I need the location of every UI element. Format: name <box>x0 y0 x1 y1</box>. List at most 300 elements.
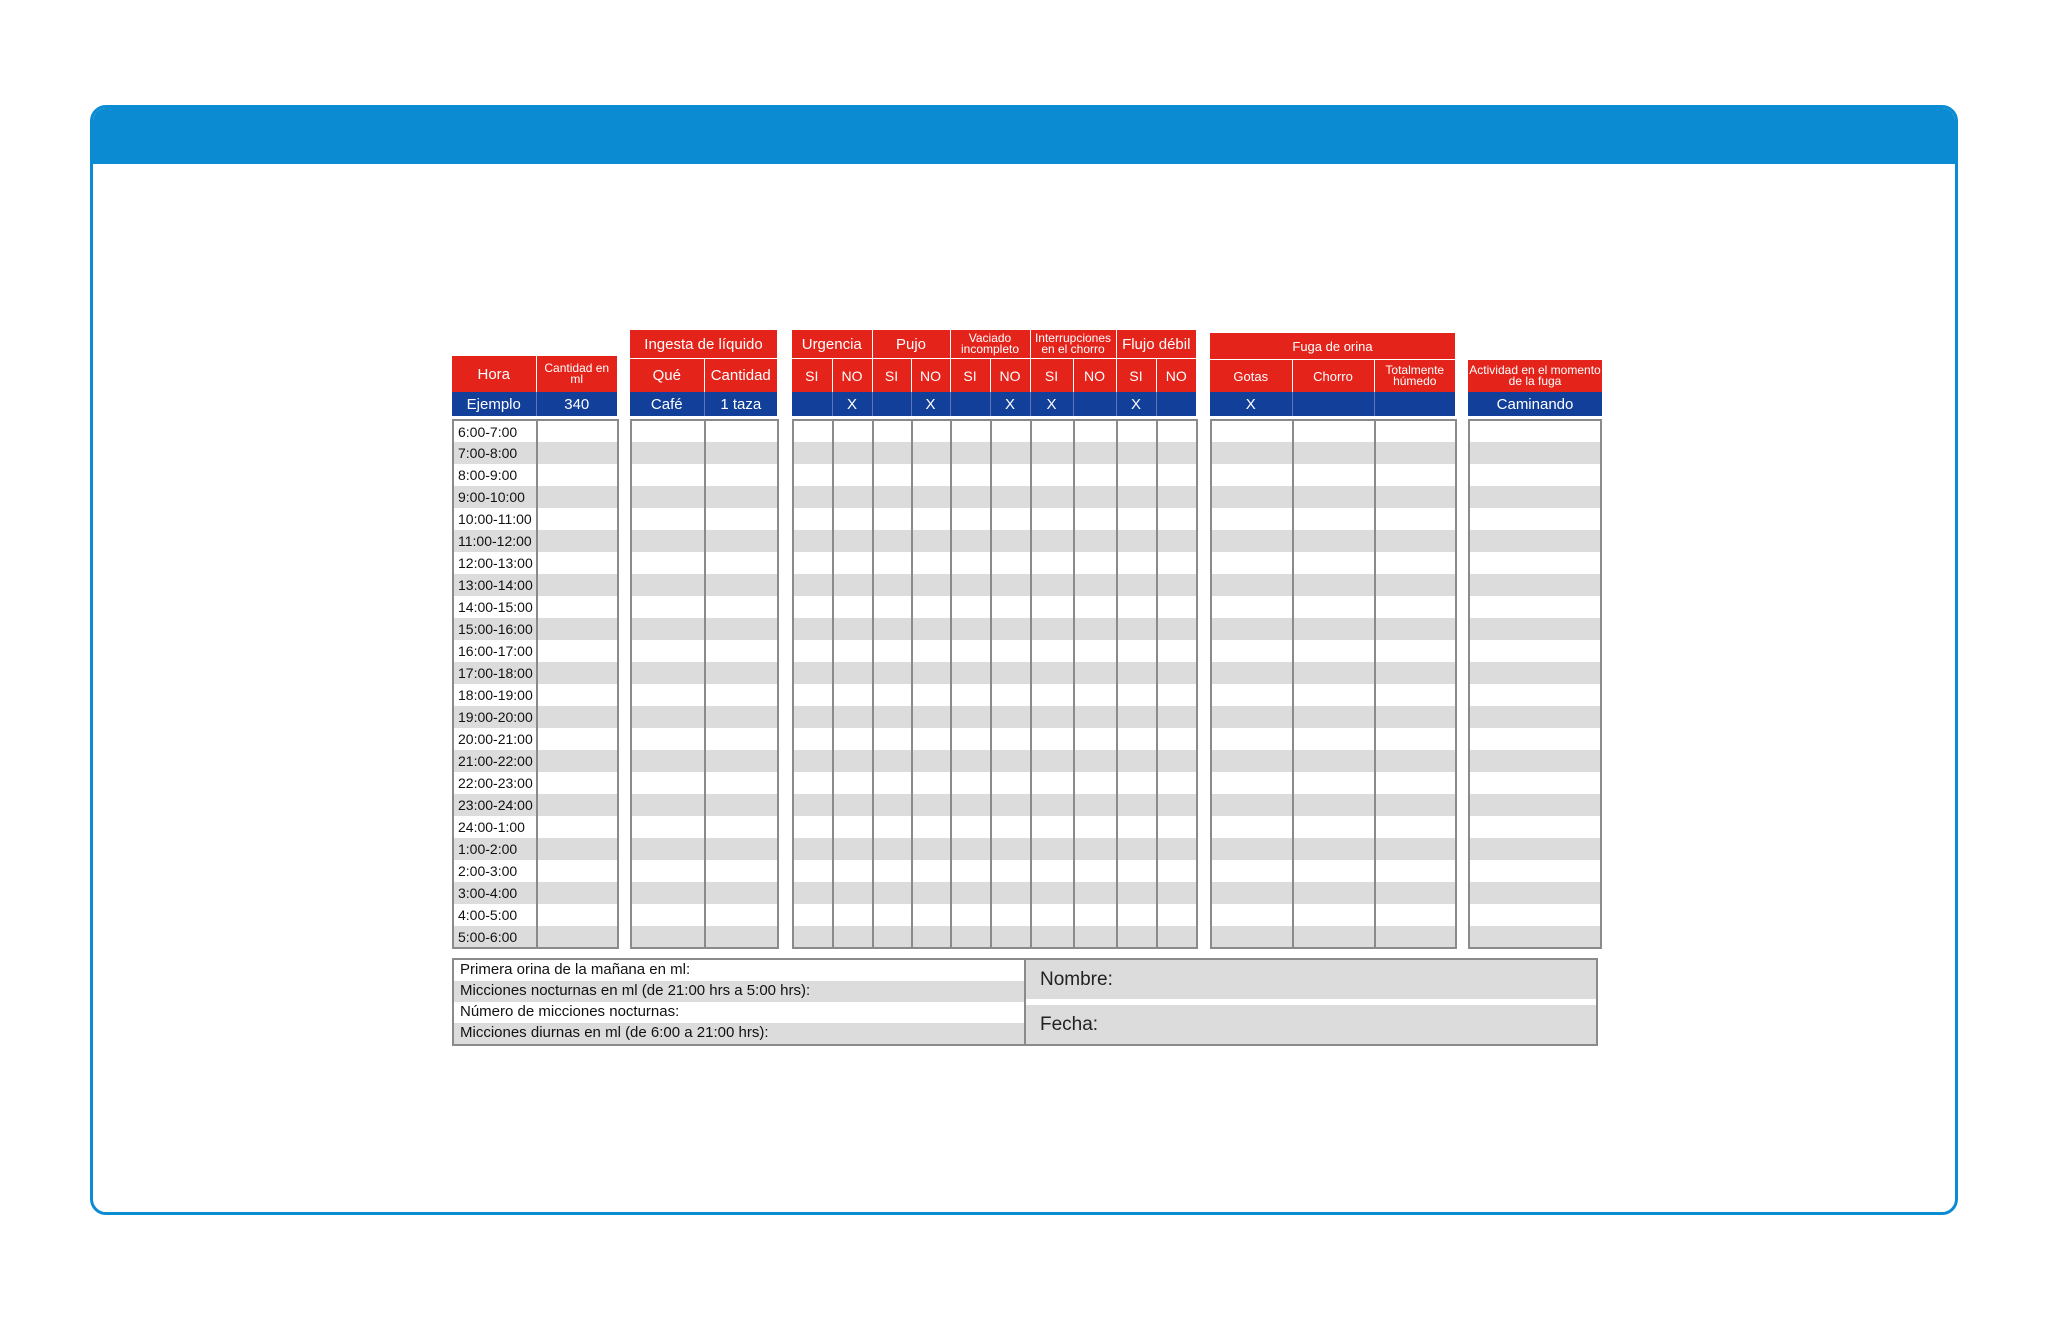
entry-cell[interactable] <box>705 596 778 618</box>
entry-cell[interactable] <box>912 860 951 882</box>
entry-cell[interactable] <box>912 552 951 574</box>
entry-cell[interactable] <box>991 574 1031 596</box>
entry-cell[interactable] <box>912 816 951 838</box>
entry-cell[interactable] <box>1157 420 1197 442</box>
entry-cell[interactable] <box>991 706 1031 728</box>
entry-cell[interactable] <box>793 684 833 706</box>
entry-cell[interactable] <box>705 728 778 750</box>
entry-cell[interactable] <box>1074 552 1117 574</box>
entry-cell[interactable] <box>793 486 833 508</box>
entry-cell[interactable] <box>1293 838 1375 860</box>
entry-cell[interactable] <box>1031 684 1074 706</box>
entry-cell[interactable] <box>991 728 1031 750</box>
entry-cell[interactable] <box>705 530 778 552</box>
entry-cell[interactable] <box>1074 574 1117 596</box>
entry-cell[interactable] <box>1375 882 1456 904</box>
entry-cell[interactable] <box>705 552 778 574</box>
entry-cell[interactable] <box>631 750 705 772</box>
entry-cell[interactable] <box>1031 618 1074 640</box>
entry-cell[interactable] <box>705 684 778 706</box>
entry-cell[interactable] <box>991 530 1031 552</box>
entry-cell[interactable] <box>631 596 705 618</box>
entry-cell[interactable] <box>991 508 1031 530</box>
numero-micciones-field[interactable]: Número de micciones nocturnas: <box>460 1003 680 1020</box>
entry-cell[interactable] <box>1211 662 1293 684</box>
entry-cell[interactable] <box>1117 640 1157 662</box>
entry-cell[interactable] <box>1469 442 1601 464</box>
entry-cell[interactable] <box>873 882 912 904</box>
entry-cell[interactable] <box>537 618 618 640</box>
entry-cell[interactable] <box>833 816 873 838</box>
entry-cell[interactable] <box>631 706 705 728</box>
entry-cell[interactable] <box>537 772 618 794</box>
entry-cell[interactable] <box>1211 486 1293 508</box>
entry-cell[interactable] <box>1293 794 1375 816</box>
entry-cell[interactable] <box>951 882 991 904</box>
entry-cell[interactable] <box>833 904 873 926</box>
entry-cell[interactable] <box>991 596 1031 618</box>
entry-cell[interactable] <box>833 574 873 596</box>
entry-cell[interactable] <box>833 794 873 816</box>
entry-cell[interactable] <box>873 618 912 640</box>
entry-cell[interactable] <box>1375 596 1456 618</box>
entry-cell[interactable] <box>991 420 1031 442</box>
entry-cell[interactable] <box>1031 794 1074 816</box>
entry-cell[interactable] <box>991 662 1031 684</box>
entry-cell[interactable] <box>1157 816 1197 838</box>
entry-cell[interactable] <box>1031 926 1074 948</box>
entry-cell[interactable] <box>991 794 1031 816</box>
entry-cell[interactable] <box>1211 464 1293 486</box>
entry-cell[interactable] <box>951 618 991 640</box>
entry-cell[interactable] <box>833 464 873 486</box>
entry-cell[interactable] <box>912 684 951 706</box>
entry-cell[interactable] <box>537 442 618 464</box>
entry-cell[interactable] <box>705 464 778 486</box>
entry-cell[interactable] <box>873 860 912 882</box>
entry-cell[interactable] <box>951 728 991 750</box>
entry-cell[interactable] <box>1074 486 1117 508</box>
entry-cell[interactable] <box>1074 618 1117 640</box>
entry-cell[interactable] <box>951 904 991 926</box>
entry-cell[interactable] <box>1469 794 1601 816</box>
entry-cell[interactable] <box>1074 772 1117 794</box>
entry-cell[interactable] <box>1117 728 1157 750</box>
entry-cell[interactable] <box>873 794 912 816</box>
entry-cell[interactable] <box>873 684 912 706</box>
entry-cell[interactable] <box>873 838 912 860</box>
entry-cell[interactable] <box>951 420 991 442</box>
entry-cell[interactable] <box>1375 662 1456 684</box>
entry-cell[interactable] <box>873 750 912 772</box>
entry-cell[interactable] <box>705 772 778 794</box>
entry-cell[interactable] <box>1157 882 1197 904</box>
entry-cell[interactable] <box>793 794 833 816</box>
entry-cell[interactable] <box>793 772 833 794</box>
entry-cell[interactable] <box>1375 486 1456 508</box>
entry-cell[interactable] <box>705 926 778 948</box>
entry-cell[interactable] <box>631 530 705 552</box>
entry-cell[interactable] <box>1031 508 1074 530</box>
entry-cell[interactable] <box>1293 530 1375 552</box>
entry-cell[interactable] <box>793 838 833 860</box>
entry-cell[interactable] <box>951 860 991 882</box>
entry-cell[interactable] <box>793 442 833 464</box>
entry-cell[interactable] <box>833 530 873 552</box>
entry-cell[interactable] <box>793 750 833 772</box>
entry-cell[interactable] <box>1031 640 1074 662</box>
entry-cell[interactable] <box>537 706 618 728</box>
entry-cell[interactable] <box>991 464 1031 486</box>
entry-cell[interactable] <box>537 486 618 508</box>
entry-cell[interactable] <box>1375 750 1456 772</box>
entry-cell[interactable] <box>537 420 618 442</box>
entry-cell[interactable] <box>1031 860 1074 882</box>
entry-cell[interactable] <box>951 442 991 464</box>
entry-cell[interactable] <box>1031 750 1074 772</box>
entry-cell[interactable] <box>1157 618 1197 640</box>
entry-cell[interactable] <box>991 904 1031 926</box>
entry-cell[interactable] <box>631 618 705 640</box>
entry-cell[interactable] <box>1211 772 1293 794</box>
entry-cell[interactable] <box>1375 552 1456 574</box>
entry-cell[interactable] <box>951 464 991 486</box>
entry-cell[interactable] <box>1031 420 1074 442</box>
entry-cell[interactable] <box>793 464 833 486</box>
entry-cell[interactable] <box>873 420 912 442</box>
entry-cell[interactable] <box>1211 530 1293 552</box>
entry-cell[interactable] <box>1031 442 1074 464</box>
entry-cell[interactable] <box>1157 486 1197 508</box>
entry-cell[interactable] <box>1074 662 1117 684</box>
entry-cell[interactable] <box>631 860 705 882</box>
entry-cell[interactable] <box>705 486 778 508</box>
entry-cell[interactable] <box>1031 904 1074 926</box>
entry-cell[interactable] <box>951 552 991 574</box>
entry-cell[interactable] <box>1211 838 1293 860</box>
entry-cell[interactable] <box>1211 596 1293 618</box>
entry-cell[interactable] <box>951 684 991 706</box>
entry-cell[interactable] <box>1117 508 1157 530</box>
entry-cell[interactable] <box>1117 838 1157 860</box>
entry-cell[interactable] <box>1469 574 1601 596</box>
entry-cell[interactable] <box>951 508 991 530</box>
entry-cell[interactable] <box>705 794 778 816</box>
micciones-nocturnas-ml-field[interactable]: Micciones nocturnas en ml (de 21:00 hrs a 5:00 hrs): <box>454 981 1024 1002</box>
entry-cell[interactable] <box>537 750 618 772</box>
entry-cell[interactable] <box>912 772 951 794</box>
entry-cell[interactable] <box>1375 618 1456 640</box>
entry-cell[interactable] <box>991 838 1031 860</box>
entry-cell[interactable] <box>1375 530 1456 552</box>
entry-cell[interactable] <box>912 508 951 530</box>
entry-cell[interactable] <box>631 904 705 926</box>
entry-cell[interactable] <box>1117 750 1157 772</box>
entry-cell[interactable] <box>1469 750 1601 772</box>
entry-cell[interactable] <box>951 926 991 948</box>
entry-cell[interactable] <box>951 486 991 508</box>
entry-cell[interactable] <box>1157 574 1197 596</box>
entry-cell[interactable] <box>873 574 912 596</box>
entry-cell[interactable] <box>873 816 912 838</box>
entry-cell[interactable] <box>793 728 833 750</box>
entry-cell[interactable] <box>1375 706 1456 728</box>
entry-cell[interactable] <box>912 838 951 860</box>
entry-cell[interactable] <box>1211 684 1293 706</box>
entry-cell[interactable] <box>793 618 833 640</box>
entry-cell[interactable] <box>1157 662 1197 684</box>
entry-cell[interactable] <box>833 552 873 574</box>
entry-cell[interactable] <box>991 772 1031 794</box>
entry-cell[interactable] <box>537 728 618 750</box>
entry-cell[interactable] <box>1074 838 1117 860</box>
entry-cell[interactable] <box>705 816 778 838</box>
entry-cell[interactable] <box>1293 420 1375 442</box>
entry-cell[interactable] <box>1074 596 1117 618</box>
entry-cell[interactable] <box>873 508 912 530</box>
entry-cell[interactable] <box>1469 552 1601 574</box>
entry-cell[interactable] <box>1117 904 1157 926</box>
entry-cell[interactable] <box>1031 530 1074 552</box>
entry-cell[interactable] <box>833 640 873 662</box>
entry-cell[interactable] <box>873 530 912 552</box>
entry-cell[interactable] <box>1211 882 1293 904</box>
entry-cell[interactable] <box>833 838 873 860</box>
entry-cell[interactable] <box>1375 442 1456 464</box>
entry-cell[interactable] <box>1375 728 1456 750</box>
entry-cell[interactable] <box>705 508 778 530</box>
entry-cell[interactable] <box>1117 552 1157 574</box>
entry-cell[interactable] <box>1117 816 1157 838</box>
entry-cell[interactable] <box>705 442 778 464</box>
entry-cell[interactable] <box>833 684 873 706</box>
entry-cell[interactable] <box>833 662 873 684</box>
entry-cell[interactable] <box>1211 618 1293 640</box>
entry-cell[interactable] <box>833 508 873 530</box>
entry-cell[interactable] <box>537 596 618 618</box>
entry-cell[interactable] <box>991 486 1031 508</box>
entry-cell[interactable] <box>873 706 912 728</box>
entry-cell[interactable] <box>631 420 705 442</box>
entry-cell[interactable] <box>912 442 951 464</box>
entry-cell[interactable] <box>793 706 833 728</box>
micciones-diurnas-ml-field[interactable]: Micciones diurnas en ml (de 6:00 a 21:00 hrs): <box>454 1023 1024 1044</box>
entry-cell[interactable] <box>1469 464 1601 486</box>
entry-cell[interactable] <box>537 464 618 486</box>
entry-cell[interactable] <box>1117 662 1157 684</box>
entry-cell[interactable] <box>793 508 833 530</box>
entry-cell[interactable] <box>951 772 991 794</box>
entry-cell[interactable] <box>951 706 991 728</box>
entry-cell[interactable] <box>991 684 1031 706</box>
entry-cell[interactable] <box>991 860 1031 882</box>
entry-cell[interactable] <box>1117 596 1157 618</box>
entry-cell[interactable] <box>1293 486 1375 508</box>
entry-cell[interactable] <box>793 530 833 552</box>
entry-cell[interactable] <box>1031 552 1074 574</box>
entry-cell[interactable] <box>793 662 833 684</box>
entry-cell[interactable] <box>631 464 705 486</box>
entry-cell[interactable] <box>1375 860 1456 882</box>
entry-cell[interactable] <box>1211 926 1293 948</box>
entry-cell[interactable] <box>833 486 873 508</box>
entry-cell[interactable] <box>705 904 778 926</box>
entry-cell[interactable] <box>873 486 912 508</box>
entry-cell[interactable] <box>631 794 705 816</box>
entry-cell[interactable] <box>1211 860 1293 882</box>
entry-cell[interactable] <box>1469 860 1601 882</box>
entry-cell[interactable] <box>1074 882 1117 904</box>
entry-cell[interactable] <box>1157 794 1197 816</box>
entry-cell[interactable] <box>991 552 1031 574</box>
entry-cell[interactable] <box>912 596 951 618</box>
entry-cell[interactable] <box>705 706 778 728</box>
entry-cell[interactable] <box>951 530 991 552</box>
entry-cell[interactable] <box>951 574 991 596</box>
entry-cell[interactable] <box>1469 926 1601 948</box>
entry-cell[interactable] <box>1157 860 1197 882</box>
entry-cell[interactable] <box>1031 728 1074 750</box>
entry-cell[interactable] <box>912 750 951 772</box>
entry-cell[interactable] <box>793 640 833 662</box>
entry-cell[interactable] <box>873 640 912 662</box>
entry-cell[interactable] <box>1117 574 1157 596</box>
entry-cell[interactable] <box>951 596 991 618</box>
entry-cell[interactable] <box>1469 530 1601 552</box>
entry-cell[interactable] <box>1031 662 1074 684</box>
entry-cell[interactable] <box>537 574 618 596</box>
entry-cell[interactable] <box>1074 442 1117 464</box>
entry-cell[interactable] <box>1074 794 1117 816</box>
entry-cell[interactable] <box>1074 684 1117 706</box>
entry-cell[interactable] <box>793 552 833 574</box>
entry-cell[interactable] <box>631 486 705 508</box>
entry-cell[interactable] <box>793 596 833 618</box>
entry-cell[interactable] <box>1293 442 1375 464</box>
entry-cell[interactable] <box>1293 750 1375 772</box>
entry-cell[interactable] <box>1211 552 1293 574</box>
entry-cell[interactable] <box>991 618 1031 640</box>
entry-cell[interactable] <box>1293 860 1375 882</box>
entry-cell[interactable] <box>1157 596 1197 618</box>
entry-cell[interactable] <box>1074 860 1117 882</box>
entry-cell[interactable] <box>912 618 951 640</box>
entry-cell[interactable] <box>833 706 873 728</box>
entry-cell[interactable] <box>912 926 951 948</box>
entry-cell[interactable] <box>537 860 618 882</box>
entry-cell[interactable] <box>1293 464 1375 486</box>
entry-cell[interactable] <box>1211 442 1293 464</box>
entry-cell[interactable] <box>631 574 705 596</box>
entry-cell[interactable] <box>1469 772 1601 794</box>
entry-cell[interactable] <box>1375 816 1456 838</box>
entry-cell[interactable] <box>537 794 618 816</box>
entry-cell[interactable] <box>631 684 705 706</box>
entry-cell[interactable] <box>705 420 778 442</box>
entry-cell[interactable] <box>991 640 1031 662</box>
entry-cell[interactable] <box>873 728 912 750</box>
entry-cell[interactable] <box>631 508 705 530</box>
entry-cell[interactable] <box>793 860 833 882</box>
entry-cell[interactable] <box>793 904 833 926</box>
entry-cell[interactable] <box>537 816 618 838</box>
entry-cell[interactable] <box>991 750 1031 772</box>
entry-cell[interactable] <box>833 420 873 442</box>
entry-cell[interactable] <box>991 882 1031 904</box>
entry-cell[interactable] <box>631 442 705 464</box>
entry-cell[interactable] <box>1157 464 1197 486</box>
entry-cell[interactable] <box>1031 464 1074 486</box>
entry-cell[interactable] <box>1293 816 1375 838</box>
entry-cell[interactable] <box>1293 640 1375 662</box>
entry-cell[interactable] <box>1031 772 1074 794</box>
entry-cell[interactable] <box>873 772 912 794</box>
entry-cell[interactable] <box>991 442 1031 464</box>
entry-cell[interactable] <box>537 926 618 948</box>
entry-cell[interactable] <box>537 838 618 860</box>
entry-cell[interactable] <box>793 574 833 596</box>
entry-cell[interactable] <box>873 904 912 926</box>
entry-cell[interactable] <box>1031 816 1074 838</box>
entry-cell[interactable] <box>1211 728 1293 750</box>
entry-cell[interactable] <box>991 816 1031 838</box>
entry-cell[interactable] <box>631 816 705 838</box>
entry-cell[interactable] <box>1117 530 1157 552</box>
entry-cell[interactable] <box>1293 618 1375 640</box>
entry-cell[interactable] <box>1293 882 1375 904</box>
entry-cell[interactable] <box>1211 794 1293 816</box>
entry-cell[interactable] <box>833 728 873 750</box>
entry-cell[interactable] <box>1157 904 1197 926</box>
entry-cell[interactable] <box>631 640 705 662</box>
entry-cell[interactable] <box>1031 574 1074 596</box>
entry-cell[interactable] <box>912 904 951 926</box>
entry-cell[interactable] <box>705 640 778 662</box>
entry-cell[interactable] <box>1074 508 1117 530</box>
entry-cell[interactable] <box>1074 640 1117 662</box>
entry-cell[interactable] <box>631 882 705 904</box>
entry-cell[interactable] <box>1375 838 1456 860</box>
entry-cell[interactable] <box>912 706 951 728</box>
entry-cell[interactable] <box>1293 772 1375 794</box>
entry-cell[interactable] <box>873 464 912 486</box>
entry-cell[interactable] <box>1469 816 1601 838</box>
entry-cell[interactable] <box>537 684 618 706</box>
entry-cell[interactable] <box>793 926 833 948</box>
entry-cell[interactable] <box>1375 926 1456 948</box>
entry-cell[interactable] <box>951 794 991 816</box>
entry-cell[interactable] <box>705 574 778 596</box>
entry-cell[interactable] <box>1157 772 1197 794</box>
entry-cell[interactable] <box>1211 750 1293 772</box>
entry-cell[interactable] <box>912 794 951 816</box>
entry-cell[interactable] <box>1469 728 1601 750</box>
entry-cell[interactable] <box>1117 860 1157 882</box>
entry-cell[interactable] <box>912 486 951 508</box>
entry-cell[interactable] <box>631 552 705 574</box>
entry-cell[interactable] <box>1375 420 1456 442</box>
entry-cell[interactable] <box>1469 838 1601 860</box>
entry-cell[interactable] <box>1293 574 1375 596</box>
entry-cell[interactable] <box>1293 904 1375 926</box>
entry-cell[interactable] <box>705 860 778 882</box>
entry-cell[interactable] <box>537 640 618 662</box>
entry-cell[interactable] <box>1157 750 1197 772</box>
entry-cell[interactable] <box>1293 684 1375 706</box>
entry-cell[interactable] <box>1469 882 1601 904</box>
entry-cell[interactable] <box>991 926 1031 948</box>
entry-cell[interactable] <box>1375 794 1456 816</box>
